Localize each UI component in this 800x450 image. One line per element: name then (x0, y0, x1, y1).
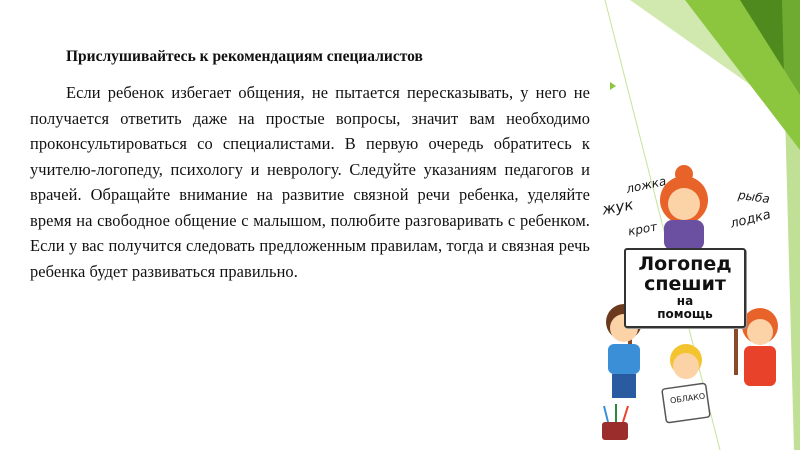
sign-pole-right (734, 320, 738, 375)
word-spoon: ложка (624, 173, 668, 197)
pencil-1 (604, 406, 608, 422)
teacher-body (664, 220, 704, 250)
word-mole: крот (627, 219, 659, 239)
pencil-3 (623, 406, 628, 422)
speech-therapist-sign (624, 248, 746, 328)
word-boat: лодка (728, 207, 773, 232)
word-fish: рыба (737, 187, 771, 207)
teacher-face (668, 188, 700, 220)
card-word: ОБЛАКО (669, 391, 706, 406)
sign-line-2: спешит (644, 273, 726, 296)
small-arrow-marker (610, 82, 616, 90)
girl-dress (744, 346, 776, 386)
teacher-bun (675, 165, 693, 183)
girl-face (747, 319, 773, 345)
child-face (673, 353, 699, 379)
speech-therapist-illustration (598, 160, 790, 445)
slide-heading: Прислушивайтесь к рекомендациям специалистов (66, 48, 423, 65)
word-beetle: жук (600, 195, 635, 219)
pencil-pot (602, 422, 628, 440)
sign-line-4: помощь (657, 306, 713, 321)
boy-pants (612, 374, 636, 398)
sign-line-1: Логопед (638, 253, 732, 276)
boy-shirt (608, 344, 640, 374)
sign-line-3: на (676, 294, 694, 309)
slide-paragraph: Если ребенок избегает общения, не пытается пересказывать, у него не получается ответить даже на простые вопросы, значит вам необходимо проконсультироваться со специалистами. В первую очередь обратитесь к учителю-логопеду, психологу и неврологу. Следуйте указаниям педагогов и врачей. Обращайте внимание на развитие связной речи ребенка, уделяйте время на свободное общение с малышом, полюбите разговаривать с ребенком. Если у вас получится следовать предложенным правилам, тогда и связная речь ребенка будет развиваться правильно. (30, 83, 590, 281)
